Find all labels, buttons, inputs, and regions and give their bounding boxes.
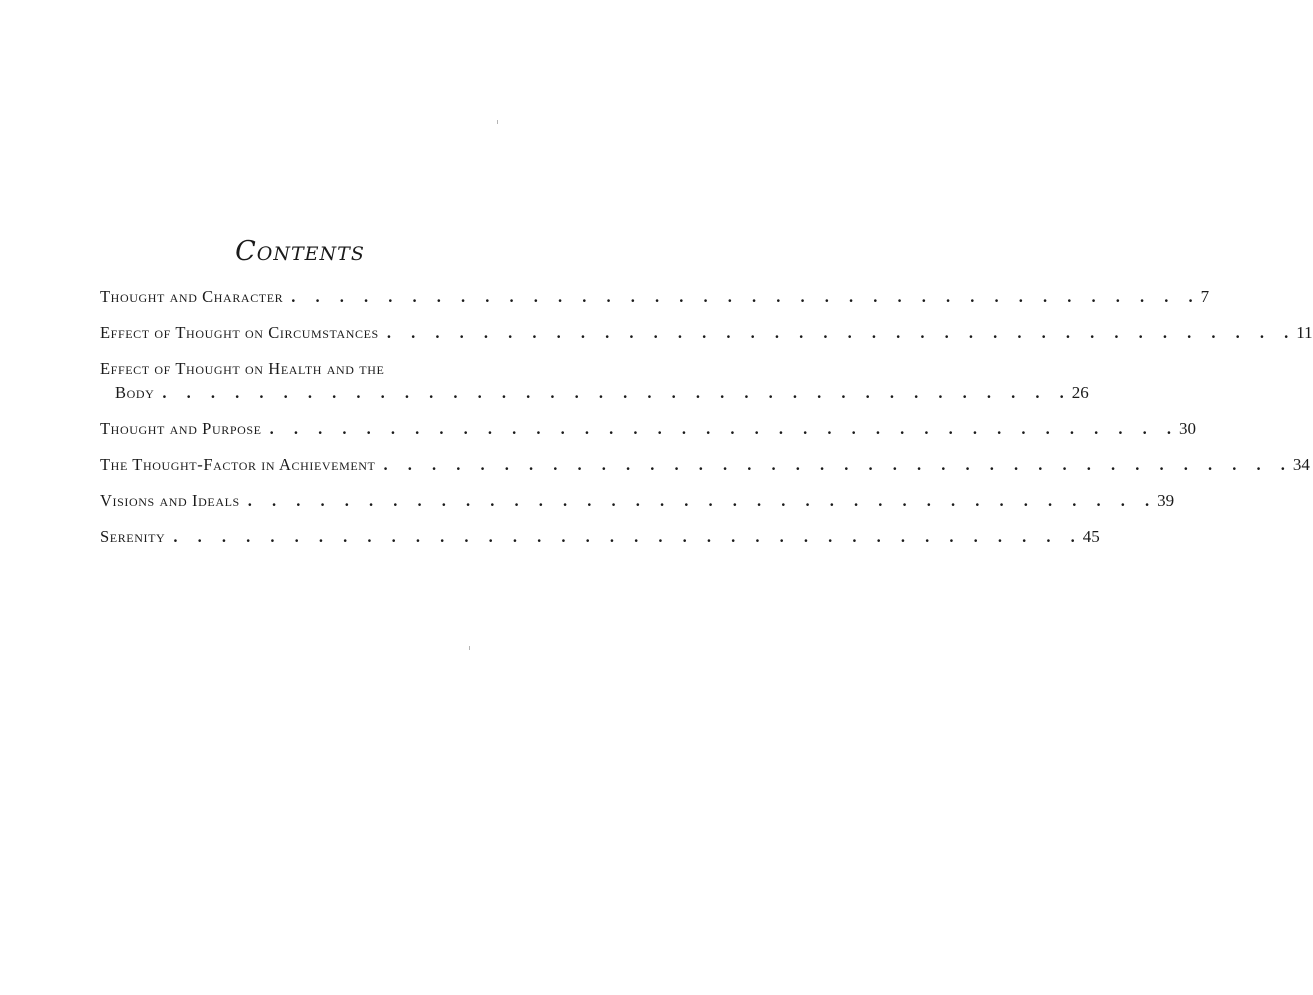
toc-entry-page: 11 [1296,323,1313,342]
toc-entry[interactable] [100,357,1089,405]
toc-entry[interactable] [100,453,1310,477]
toc-entry-title: Effect of Thought on Health and the [100,359,385,378]
toc-entry-page: 45 [1082,527,1100,546]
toc-entry-title: The Thought-Factor in Achievement [100,455,376,474]
toc-entry-page: 30 [1178,419,1196,438]
dot-leader: . . . . . . . . . . . . . . . . . . . . . . . . . . . . . . . . . . . . . . [383,455,1293,474]
toc-entry[interactable] [100,285,1210,309]
toc-entry-title: Visions and Ideals [100,491,240,510]
toc-entry-page: 26 [1071,383,1089,402]
toc-entry-title: Effect of Thought on Circumstances [100,323,379,342]
scan-speck [469,646,470,650]
table-of-contents [100,285,1313,561]
toc-entry-title: Thought and Purpose [100,419,262,438]
toc-entry-title: Serenity [100,527,166,546]
toc-entry[interactable] [100,489,1175,513]
toc-entry[interactable] [100,321,1313,345]
toc-entry-title: Thought and Character [100,287,284,306]
dot-leader: . . . . . . . . . . . . . . . . . . . . . . . . . . . . . . . . . . . . . . [386,323,1297,342]
toc-entry-page: 34 [1292,455,1310,474]
dot-leader: . . . . . . . . . . . . . . . . . . . . . . . . . . . . . . . . . . . . . . [269,419,1179,438]
dot-leader: . . . . . . . . . . . . . . . . . . . . . . . . . . . . . . . . . . . . . . [162,383,1072,402]
toc-entry-page: 39 [1157,491,1175,510]
dot-leader: . . . . . . . . . . . . . . . . . . . . . . . . . . . . . . . . . . . . . . [247,491,1158,510]
toc-entry[interactable] [100,417,1196,441]
toc-entry[interactable] [100,525,1100,549]
dot-leader: . . . . . . . . . . . . . . . . . . . . . . . . . . . . . . . . . . . . . . [173,527,1083,546]
toc-entry-title-continued: Body [115,383,155,402]
contents-heading: Contents [235,236,365,267]
scan-speck [497,120,498,124]
dot-leader: . . . . . . . . . . . . . . . . . . . . . . . . . . . . . . . . . . . . . . [291,287,1201,306]
toc-entry-page: 7 [1200,287,1210,306]
